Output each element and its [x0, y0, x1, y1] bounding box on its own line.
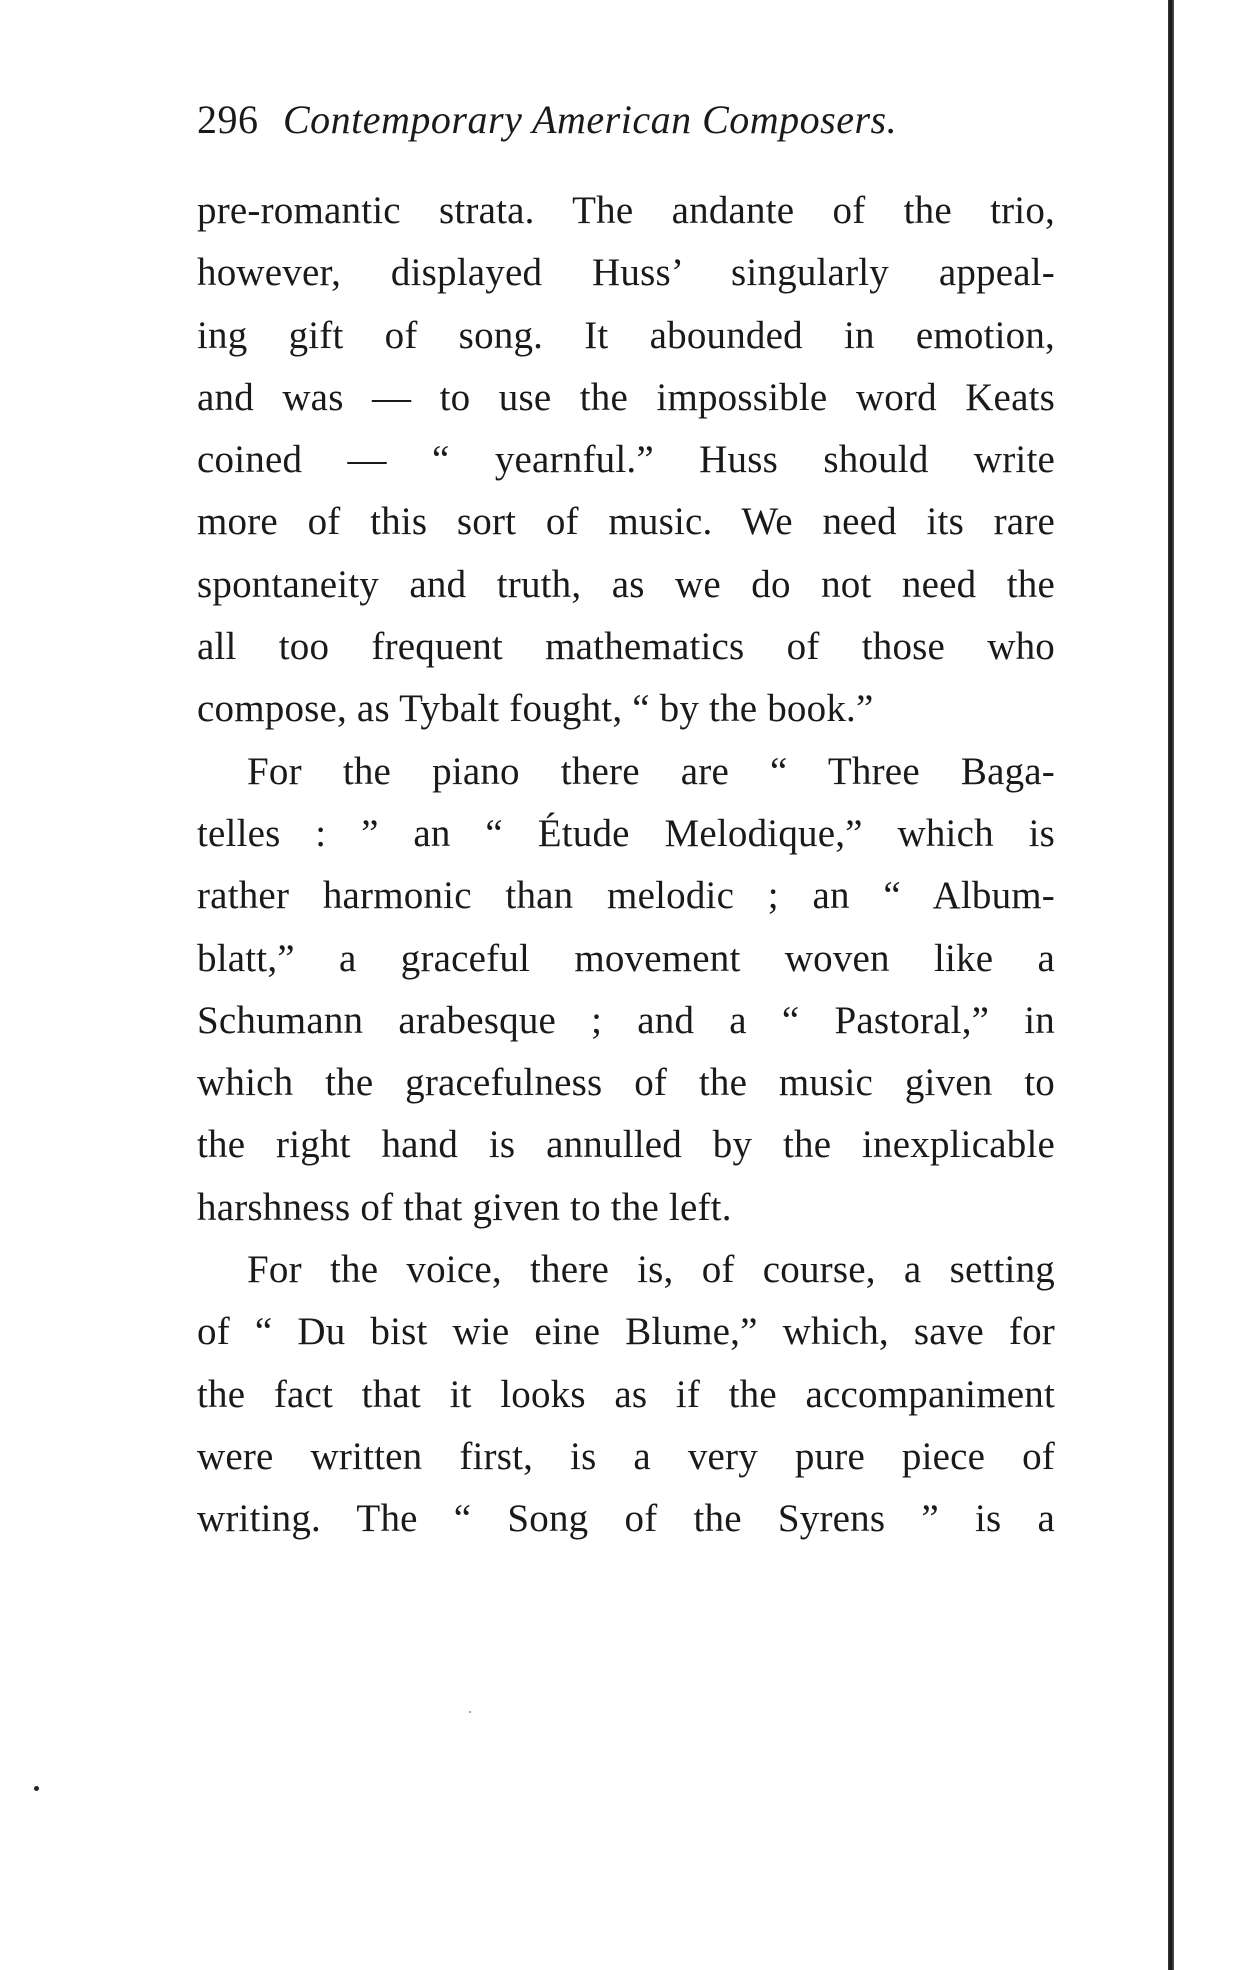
- text-line: were written first, is a very pure piece of: [197, 1434, 1055, 1478]
- text-line: writing. The “ Song of the Syrens ” is a: [197, 1497, 1055, 1541]
- paragraph-start: For the piano there are “ Three Baga-: [247, 749, 1055, 793]
- text-line: of “ Du bist wie eine Blume,” which, save for: [197, 1310, 1055, 1354]
- text-line: more of this sort of music. We need its rare: [197, 500, 1055, 544]
- scan-speck: [34, 1786, 39, 1791]
- page-number: 296: [197, 97, 259, 142]
- text-line: and was — to use the impossible word Keats: [197, 375, 1055, 419]
- text-line: Schumann arabesque ; and a “ Pastoral,” in: [197, 998, 1055, 1042]
- running-title: Contemporary American Composers.: [283, 97, 898, 142]
- text-line: telles : ” an “ Étude Melodique,” which is: [197, 811, 1055, 855]
- text-line: spontaneity and truth, as we do not need the: [197, 562, 1055, 606]
- text-line: all too frequent mathematics of those who: [197, 625, 1055, 669]
- text-line: ing gift of song. It abounded in emotion,: [197, 313, 1055, 357]
- page-binding-edge: [1168, 0, 1174, 1970]
- running-head: [197, 92, 897, 148]
- text-line: rather harmonic than melodic ; an “ Album-: [197, 874, 1055, 918]
- text-line: the right hand is annulled by the inexplicable: [197, 1123, 1055, 1167]
- text-line: blatt,” a graceful movement woven like a: [197, 936, 1055, 980]
- text-line: pre-romantic strata. The andante of the trio,: [197, 189, 1055, 232]
- scan-speck: [469, 1711, 471, 1713]
- text-line: however, displayed Huss’ singularly appeal-: [197, 251, 1055, 295]
- paragraph-start: For the voice, there is, of course, a setting: [247, 1248, 1055, 1292]
- text-line: coined — “ yearnful.” Huss should write: [197, 438, 1055, 482]
- text-line: which the gracefulness of the music given to: [197, 1061, 1055, 1105]
- text-line: compose, as Tybalt fought, “ by the book.”: [197, 687, 874, 731]
- text-line: harshness of that given to the left.: [197, 1185, 732, 1229]
- text-line: the fact that it looks as if the accompaniment: [197, 1372, 1055, 1416]
- body-text: [197, 180, 1055, 1551]
